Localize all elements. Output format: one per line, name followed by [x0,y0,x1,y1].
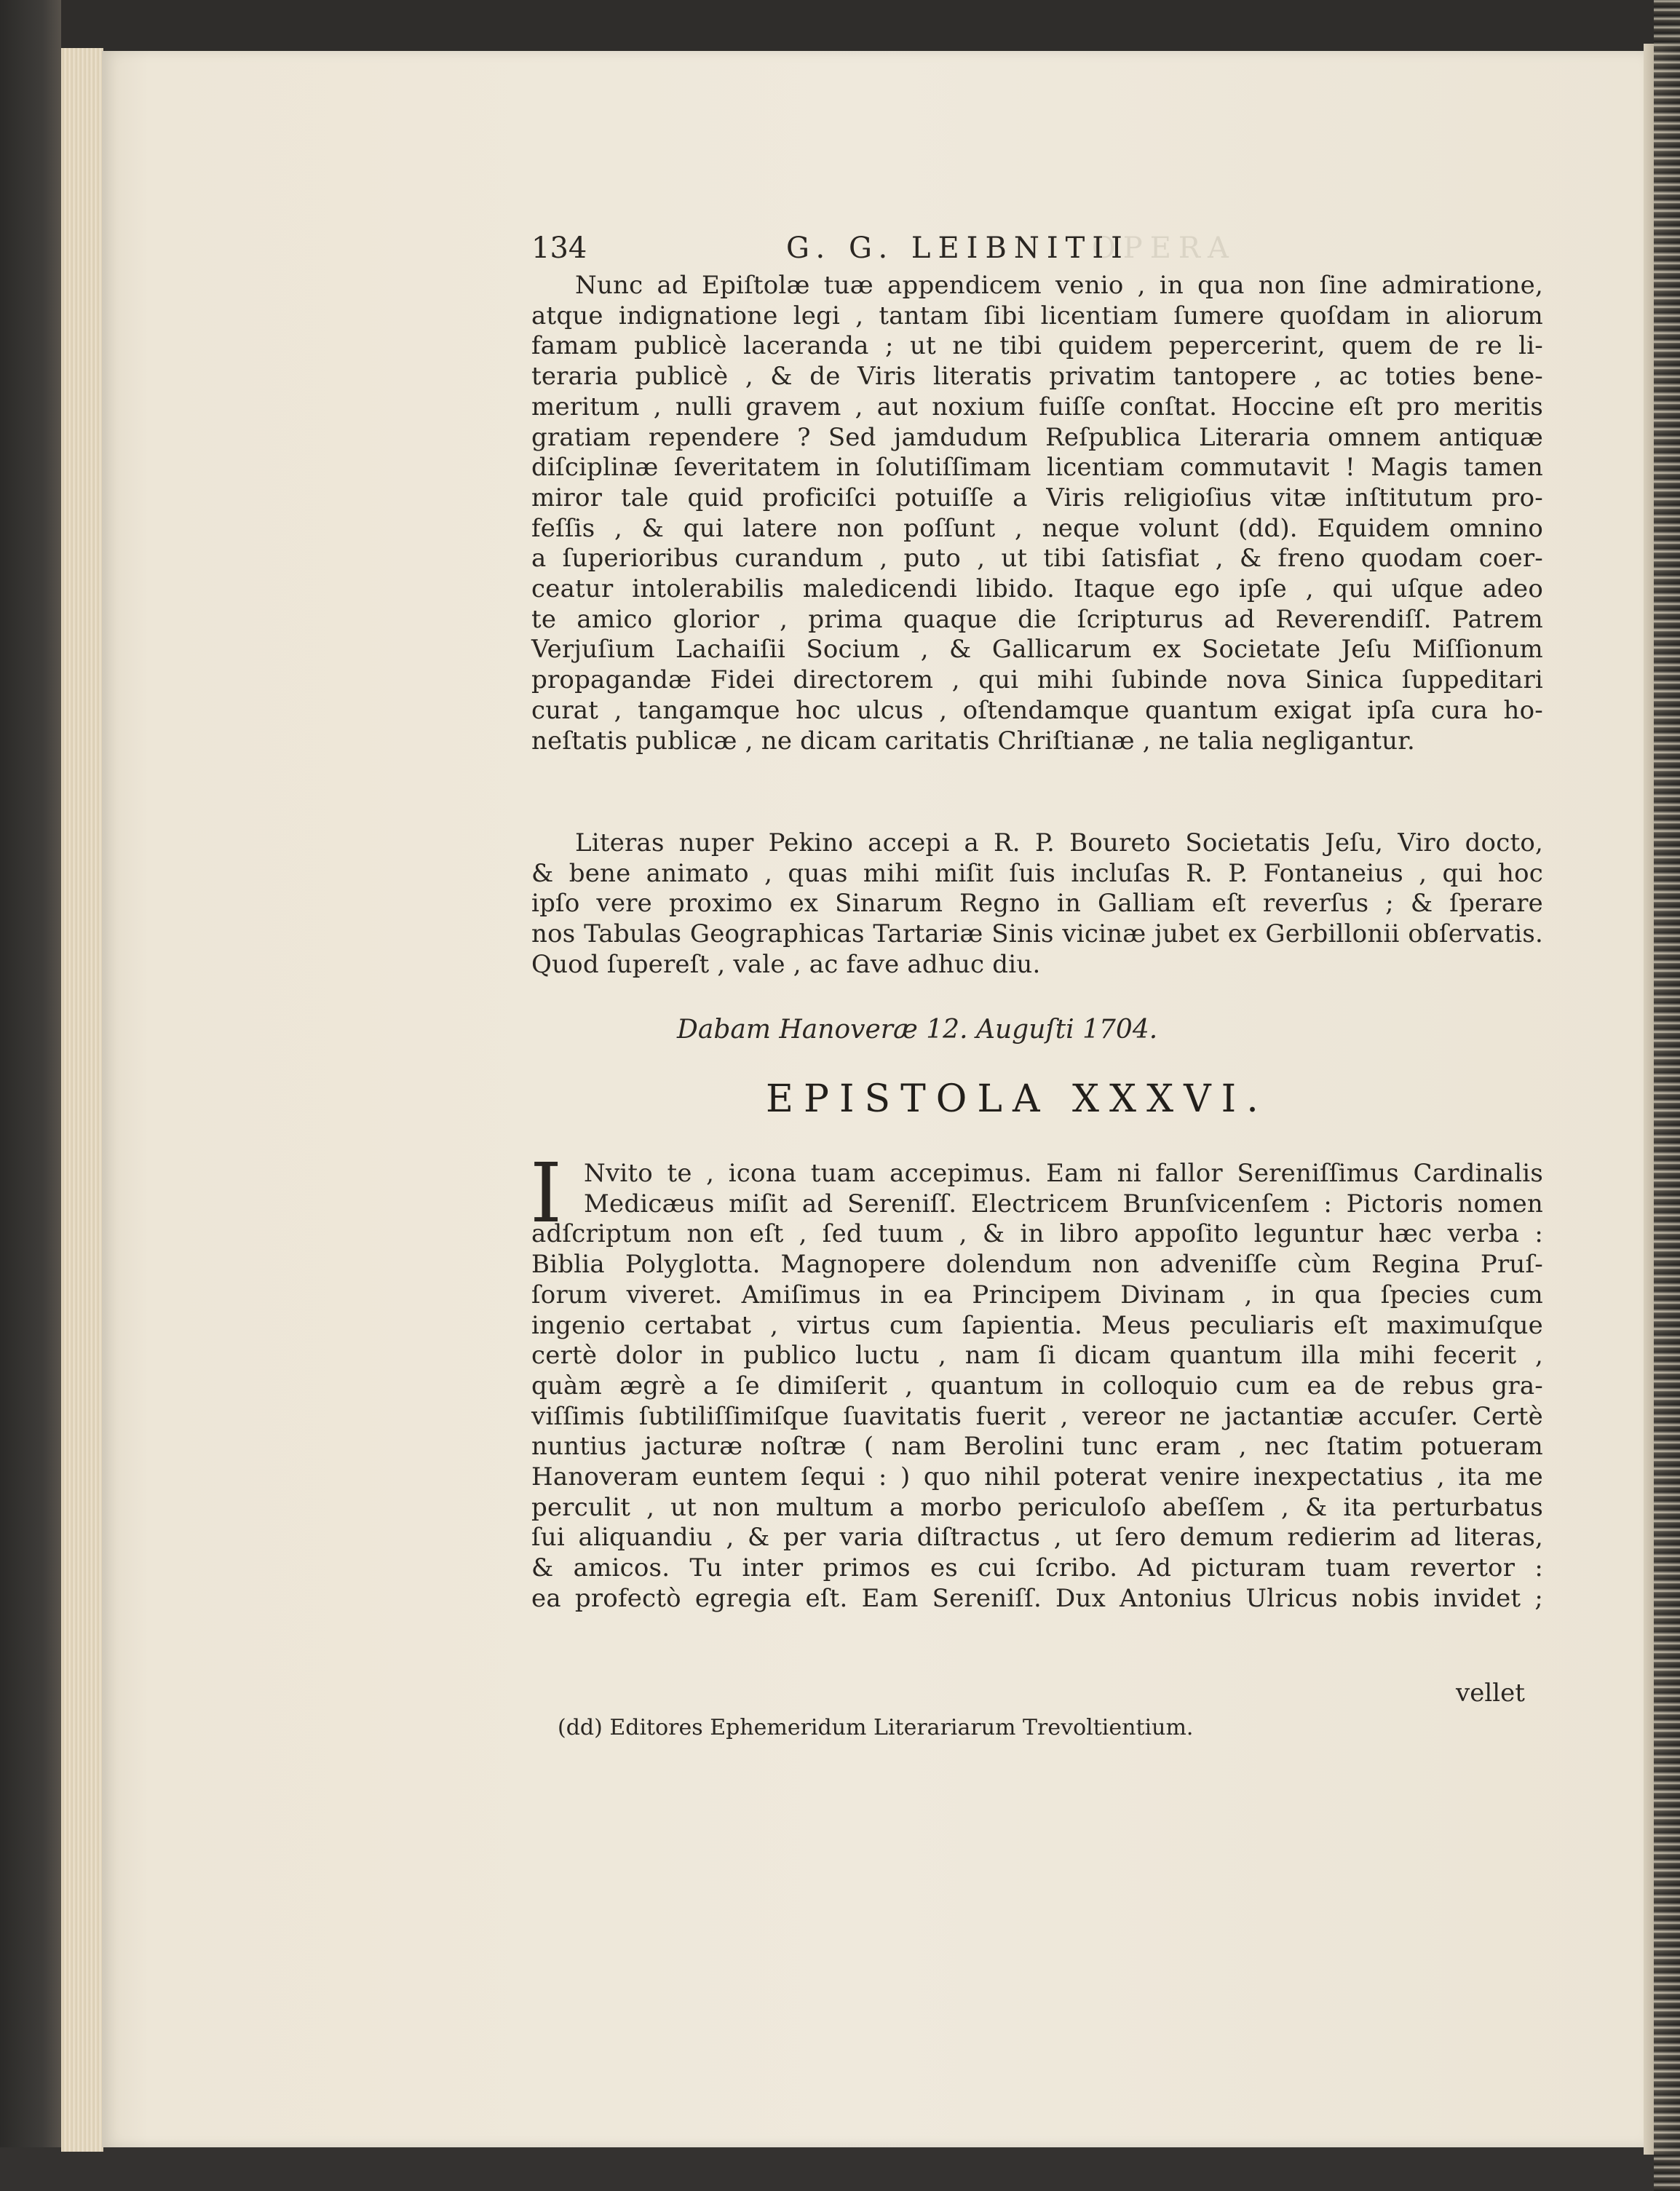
text-line: quàm ægrè a ſe dimiſerit , quantum in colloquio cum ea de rebus gra- [531,1371,1543,1400]
text-line: te amico glorior , prima quaque die ſcripturus ad Reverendiſſ. Patrem [531,604,1543,634]
text-line: feſſis , & qui latere non poſſunt , neque volunt (dd). Equidem omnino [531,513,1543,543]
text-line: atque indignatione legi , tantam ſibi licentiam ſumere quoſdam in aliorum [531,301,1543,330]
scanner-bed-bottom [0,2147,1680,2191]
text-line: perculit , ut non multum a morbo periculoſo abeſſem , & ita perturbatus [531,1492,1543,1522]
scanner-bed-top [0,0,1680,51]
text-line: miror tale quid proficiſci potuiſſe a Viris religioſius vitæ inſtitutum pro- [531,483,1543,512]
text-line: ceatur intolerabilis maledicendi libido. Itaque ego ipſe , qui uſque adeo [531,574,1543,603]
text-line: Hanoveram euntem ſequi : ) quo nihil poterat venire inexpectatius , ita me [531,1462,1543,1491]
text-line: propagandæ Fidei directorem , qui mihi ſubinde nova Sinica ſuppeditari [531,665,1543,695]
text-line: ingenio certabat , virtus cum ſapientia. Meus peculiaris eſt maximuſque [531,1310,1543,1340]
drop-cap: I [530,1146,563,1241]
text-line: certè dolor in publico luctu , nam ſi dicam quantum illa mihi fecerit , [531,1341,1543,1371]
text-line: adſcriptum non eſt , ſed tuum , & in libro appoſito leguntur hæc verba : [531,1219,1543,1249]
text-line: diſciplinæ ſeveritatem in ſolutiſſimam licentiam commutavit ! Magis tamen [531,453,1543,483]
text-line: Nunc ad Epiſtolæ tuæ appendicem venio , in qua non ſine admiratione, [575,271,1543,300]
text-line: ſorum viveret. Amiſimus in ea Principem Divinam , in qua ſpecies cum [531,1280,1543,1310]
binding-edge [1654,0,1680,2191]
text-line: Medicæus miſit ad Sereniſſ. Electricem Brunſvicenſem : Pictoris nomen [584,1189,1543,1219]
text-line: & amicos. Tu inter primos es cui ſcribo. Ad picturam tuam revertor : [531,1553,1543,1583]
text-line: famam publicè laceranda ; ut ne tibi quidem pepercerint, quem de re li- [531,331,1543,361]
catchword: vellet [1456,1679,1525,1708]
text-line: neſtatis publicæ , ne dicam caritatis Chriſtianæ , ne talia negligantur. [531,726,1415,756]
text-line: Verjuſium Lachaiſii Socium , & Gallicarum ex Societate Jeſu Miſſionum [531,635,1543,665]
text-line: Literas nuper Pekino accepi a R. P. Boureto Societatis Jeſu, Viro docto, [575,828,1543,857]
text-line: teraria publicè , & de Viris literatis privatim tantopere , ac toties bene- [531,362,1543,392]
running-head-author: G. G. LEIBNITII [786,231,1130,265]
text-line: nos Tabulas Geographicas Tartariæ Sinis vicinæ jubet ex Gerbillonii obſervatis. [531,919,1543,949]
text-line: Nvito te , icona tuam accepimus. Eam ni fallor Sereniſſimus Cardinalis [584,1159,1543,1188]
text-line: ea profectò egregia eſt. Eam Sereniſſ. Dux Antonius Ulricus nobis invidet ; [531,1583,1543,1613]
footnote: (dd) Editores Ephemeridum Literariarum Trevoltientium. [558,1715,1194,1740]
text-line: Biblia Polyglotta. Magnopere dolendum non adveniſſe cùm Regina Pruſ- [531,1250,1543,1280]
bleed-through-text: OPERA [1092,231,1236,265]
text-line: nuntius jacturæ noſtræ ( nam Berolini tunc eram , nec ſtatim potueram [531,1432,1543,1462]
text-line: gratiam rependere ? Sed jamdudum Reſpublica Literaria omnem antiquæ [531,422,1543,452]
text-line: a ſuperioribus curandum , puto , ut tibi ſatisfiat , & freno quodam coer- [531,544,1543,574]
dateline: Dabam Hanoveræ 12. Auguſti 1704. [677,1015,1158,1045]
text-line: curat , tangamque hoc ulcus , oſtendamque quantum exigat ipſa cura ho- [531,695,1543,725]
epistle-title: EPISTOLA XXXVI. [766,1077,1269,1121]
text-line: ſui aliquandiu , & per varia diſtractus , ut ſero demum redierim ad literas, [531,1523,1543,1553]
running-head [531,231,1543,268]
text-line: ipſo vere proximo ex Sinarum Regno in Galliam eſt reverſus ; & ſperare [531,889,1543,919]
text-line: & bene animato , quas mihi miſit ſuis incluſas R. P. Fontaneius , qui hoc [531,858,1543,888]
text-line: viſſimis ſubtiliſſimiſque ſuavitatis fuerit , vereor ne jactantiæ accuſer. Certè [531,1401,1543,1431]
text-line: Quod ſupereſt , vale , ac fave adhuc diu. [531,949,1041,979]
text-line: meritum , nulli gravem , aut noxium fuiſſe conſtat. Hoccine eſt pro meritis [531,392,1543,421]
page-edges-left [61,48,103,2152]
page-number: 134 [531,231,587,265]
scanner-bed-left [0,0,61,2191]
